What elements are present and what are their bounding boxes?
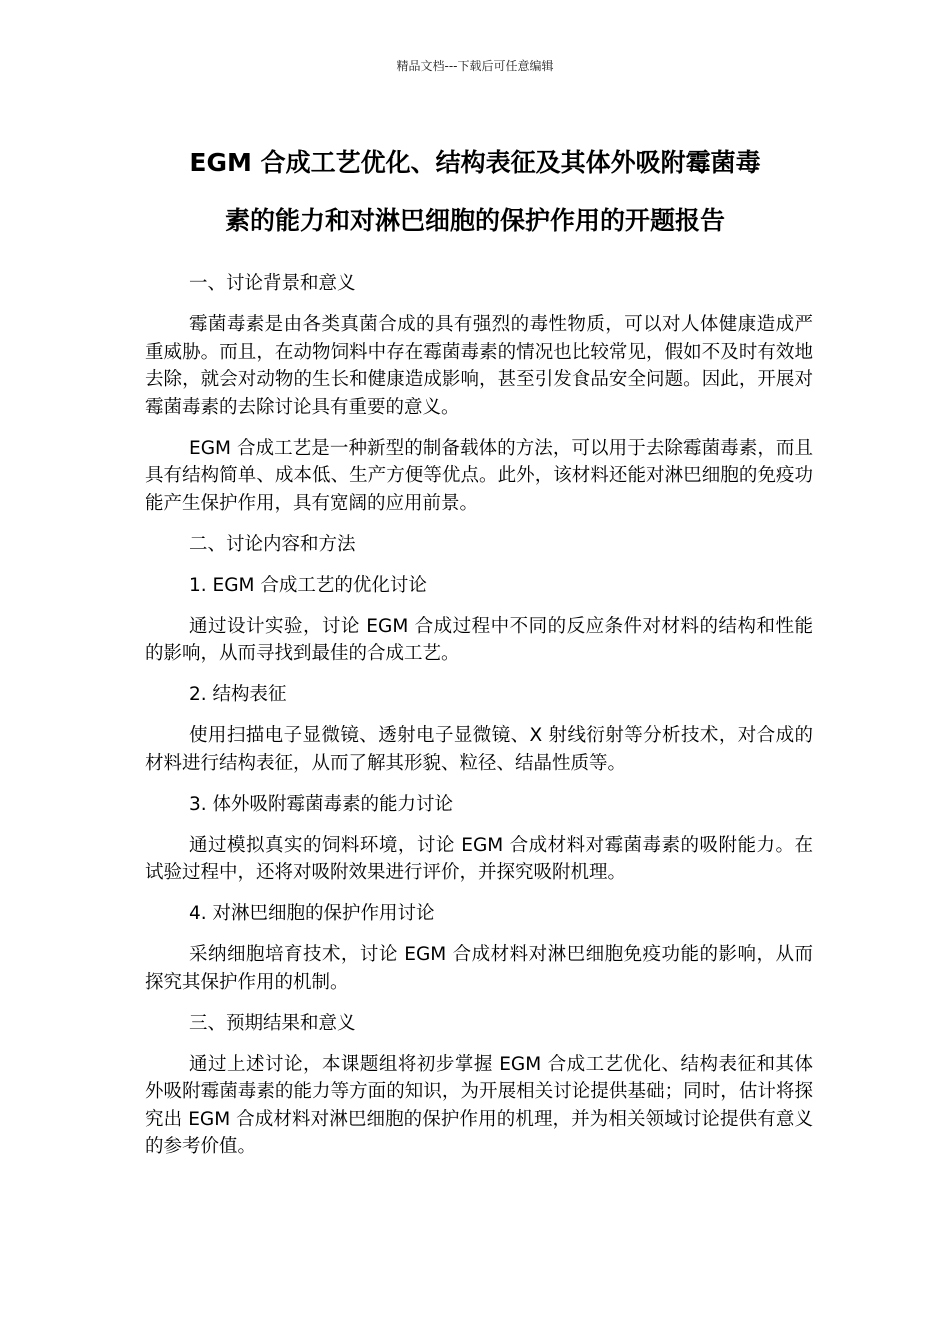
section-heading-expected-results: 三、预期结果和意义 xyxy=(189,1012,356,1034)
paragraph-egm-intro: EGM 合成工艺是一种新型的制备载体的方法，可以用于去除霉菌毒素，而且具有结构简单、成本低、生产方便等优点。此外，该材料还能对淋巴细胞的免疫功能产生保护作用，具有宽阔的应用前景。 xyxy=(145,437,813,514)
section-heading-background: 一、讨论背景和意义 xyxy=(189,273,356,294)
paragraph-lymphocyte-protection: 采纳细胞培育技术，讨论 EGM 合成材料对淋巴细胞免疫功能的影响，从而探究其保护作用的机制。 xyxy=(145,944,813,993)
document-title xyxy=(120,134,830,250)
subheading-egm-optimization: 1. EGM 合成工艺的优化讨论 xyxy=(189,574,427,596)
paragraph-adsorption: 通过模拟真实的饲料环境，讨论 EGM 合成材料对霉菌毒素的吸附能力。在试验过程中，还将对吸附效果进行评价，并探究吸附机理。 xyxy=(145,834,813,883)
paragraph-structure-characterization: 使用扫描电子显微镜、透射电子显微镜、X 射线衍射等分析技术，对合成的材料进行结构表征，从而了解其形貌、粒径、结晶性质等。 xyxy=(145,725,813,774)
subheading-lymphocyte-protection: 4. 对淋巴细胞的保护作用讨论 xyxy=(189,903,435,924)
title-line-1: EGM 合成工艺优化、结构表征及其体外吸附霉菌毒 xyxy=(189,148,761,177)
title-line-2: 素的能力和对淋巴细胞的保护作用的开题报告 xyxy=(224,206,725,235)
section-heading-content-methods: 二、讨论内容和方法 xyxy=(189,533,356,555)
paragraph-egm-optimization: 通过设计实验，讨论 EGM 合成过程中不同的反应条件对材料的结构和性能的影响，从而寻找到最佳的合成工艺。 xyxy=(145,615,813,664)
subheading-structure-characterization: 2. 结构表征 xyxy=(189,684,287,705)
paragraph-expected-results: 通过上述讨论，本课题组将初步掌握 EGM 合成工艺优化、结构表征和其体外吸附霉菌毒素的能力等方面的知识，为开展相关讨论提供基础；同时，估计将探究出 EGM 合成材料对淋巴细胞的保护作用的机理，并为相关领域讨论提供有意义的参考价值。 xyxy=(145,1053,813,1157)
subheading-adsorption: 3. 体外吸附霉菌毒素的能力讨论 xyxy=(189,793,454,815)
page-header: 精品文档---下载后可任意编辑 xyxy=(396,59,554,73)
paragraph-mycotoxin-intro: 霉菌毒素是由各类真菌合成的具有强烈的毒性物质，可以对人体健康造成严重威胁。而且，在动物饲料中存在霉菌毒素的情况也比较常见，假如不及时有效地去除，就会对动物的生长和健康造成影响，甚至引发食品安全问题。因此，开展对霉菌毒素的去除讨论具有重要的意义。 xyxy=(145,314,813,418)
document-body xyxy=(145,270,813,1174)
